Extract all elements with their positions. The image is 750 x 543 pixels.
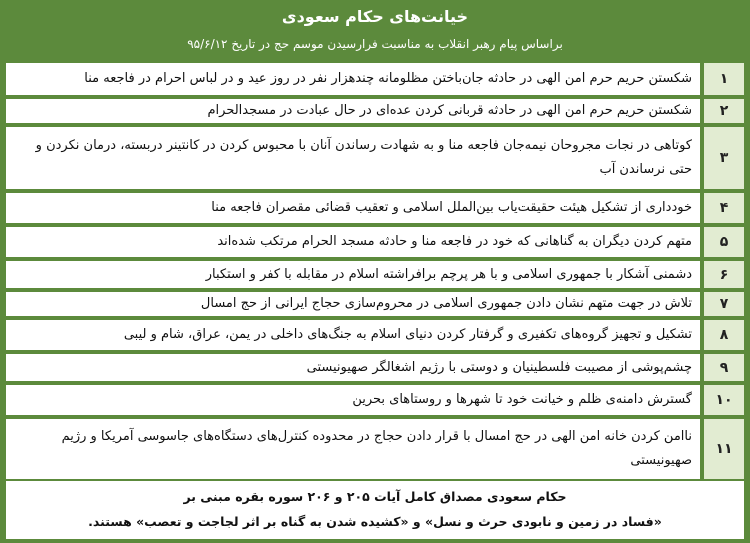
page-title: خیانت‌های حکام سعودی bbox=[281, 7, 469, 26]
row-text: تلاش در جهت متهم نشان دادن جمهوری اسلامی در محروم‌سازی حجاج ایرانی از حج امسال bbox=[6, 292, 700, 316]
row-number: ۱ bbox=[704, 63, 744, 95]
row-number: ۹ bbox=[704, 354, 744, 381]
table-row bbox=[6, 354, 744, 381]
table-row bbox=[6, 127, 744, 189]
row-number: ۱۰ bbox=[704, 385, 744, 415]
row-number: ۲ bbox=[704, 99, 744, 123]
row-number: ۱۱ bbox=[704, 419, 744, 479]
table-row bbox=[6, 261, 744, 288]
table-row bbox=[6, 63, 744, 95]
row-number: ۴ bbox=[704, 193, 744, 223]
header bbox=[0, 0, 750, 60]
table-row bbox=[6, 227, 744, 257]
row-text: کوتاهی در نجات مجروحان نیمه‌جان فاجعه منا و به شهادت رساندن آنان با محبوس کردن در کانتینر دربسته، درمان نکردن و حتی نرساندن آب bbox=[6, 127, 700, 189]
row-number: ۷ bbox=[704, 292, 744, 316]
conclusion-box bbox=[6, 481, 744, 539]
row-number: ۸ bbox=[704, 320, 744, 350]
row-text: شکستن حریم حرم امن الهی در حادثه قربانی کردن عده‌ای در حال عبادت در مسجدالحرام bbox=[6, 99, 700, 123]
table-row bbox=[6, 320, 744, 350]
table-row bbox=[6, 99, 744, 123]
conclusion-line-2: «فساد در زمین و نابودی حرث و نسل» و «کشیده شدن به گناه بر اثر لجاجت و تعصب» هستند. bbox=[88, 514, 662, 529]
row-text: دشمنی آشکار با جمهوری اسلامی و با هر پرچم برافراشته اسلام در مقابله با کفر و استکبار bbox=[6, 261, 700, 288]
row-text: چشم‌پوشی از مصیبت فلسطینیان و دوستی با رژیم اشغالگر صهیونیستی bbox=[6, 354, 700, 381]
row-text: متهم کردن دیگران به گناهانی که خود در فاجعه منا و حادثه مسجد الحرام مرتکب شده‌اند bbox=[6, 227, 700, 257]
row-text: تشکیل و تجهیز گروه‌های تکفیری و گرفتار کردن دنیای اسلام به جنگ‌های داخلی در یمن، عراق، شام و لیبی bbox=[6, 320, 700, 350]
row-number: ۳ bbox=[704, 127, 744, 189]
table-row bbox=[6, 292, 744, 316]
row-text: شکستن حریم حرم امن الهی در حادثه جان‌باختن مظلومانه چندهزار نفر در روز عید و در لباس احرام در فاجعه منا bbox=[6, 63, 700, 95]
table-row bbox=[6, 419, 744, 479]
row-text: خودداری از تشکیل هیئت حقیقت‌یاب بین‌الملل اسلامی و تعقیب قضائی مقصران فاجعه منا bbox=[6, 193, 700, 223]
page-subtitle: براساس پیام رهبر انقلاب به مناسبت فرارسیدن موسم حج در تاریخ ۹۵/۶/۱۲ bbox=[187, 37, 563, 51]
row-number: ۵ bbox=[704, 227, 744, 257]
conclusion-line-1: حکام سعودی مصداق کامل آیات ۲۰۵ و ۲۰۶ سوره بقره مبنی بر bbox=[183, 489, 567, 504]
table-row bbox=[6, 193, 744, 223]
row-text: گسترش دامنه‌ی ظلم و خیانت خود تا شهرها و روستاهای بحرین bbox=[6, 385, 700, 415]
row-number: ۶ bbox=[704, 261, 744, 288]
row-text: ناامن کردن خانه امن الهی در حج امسال با قرار دادن حجاج در محدوده کنترل‌های دستگاه‌های جاسوسی آمریکا و رژیم صهیونیستی bbox=[6, 419, 700, 479]
table-row bbox=[6, 385, 744, 415]
